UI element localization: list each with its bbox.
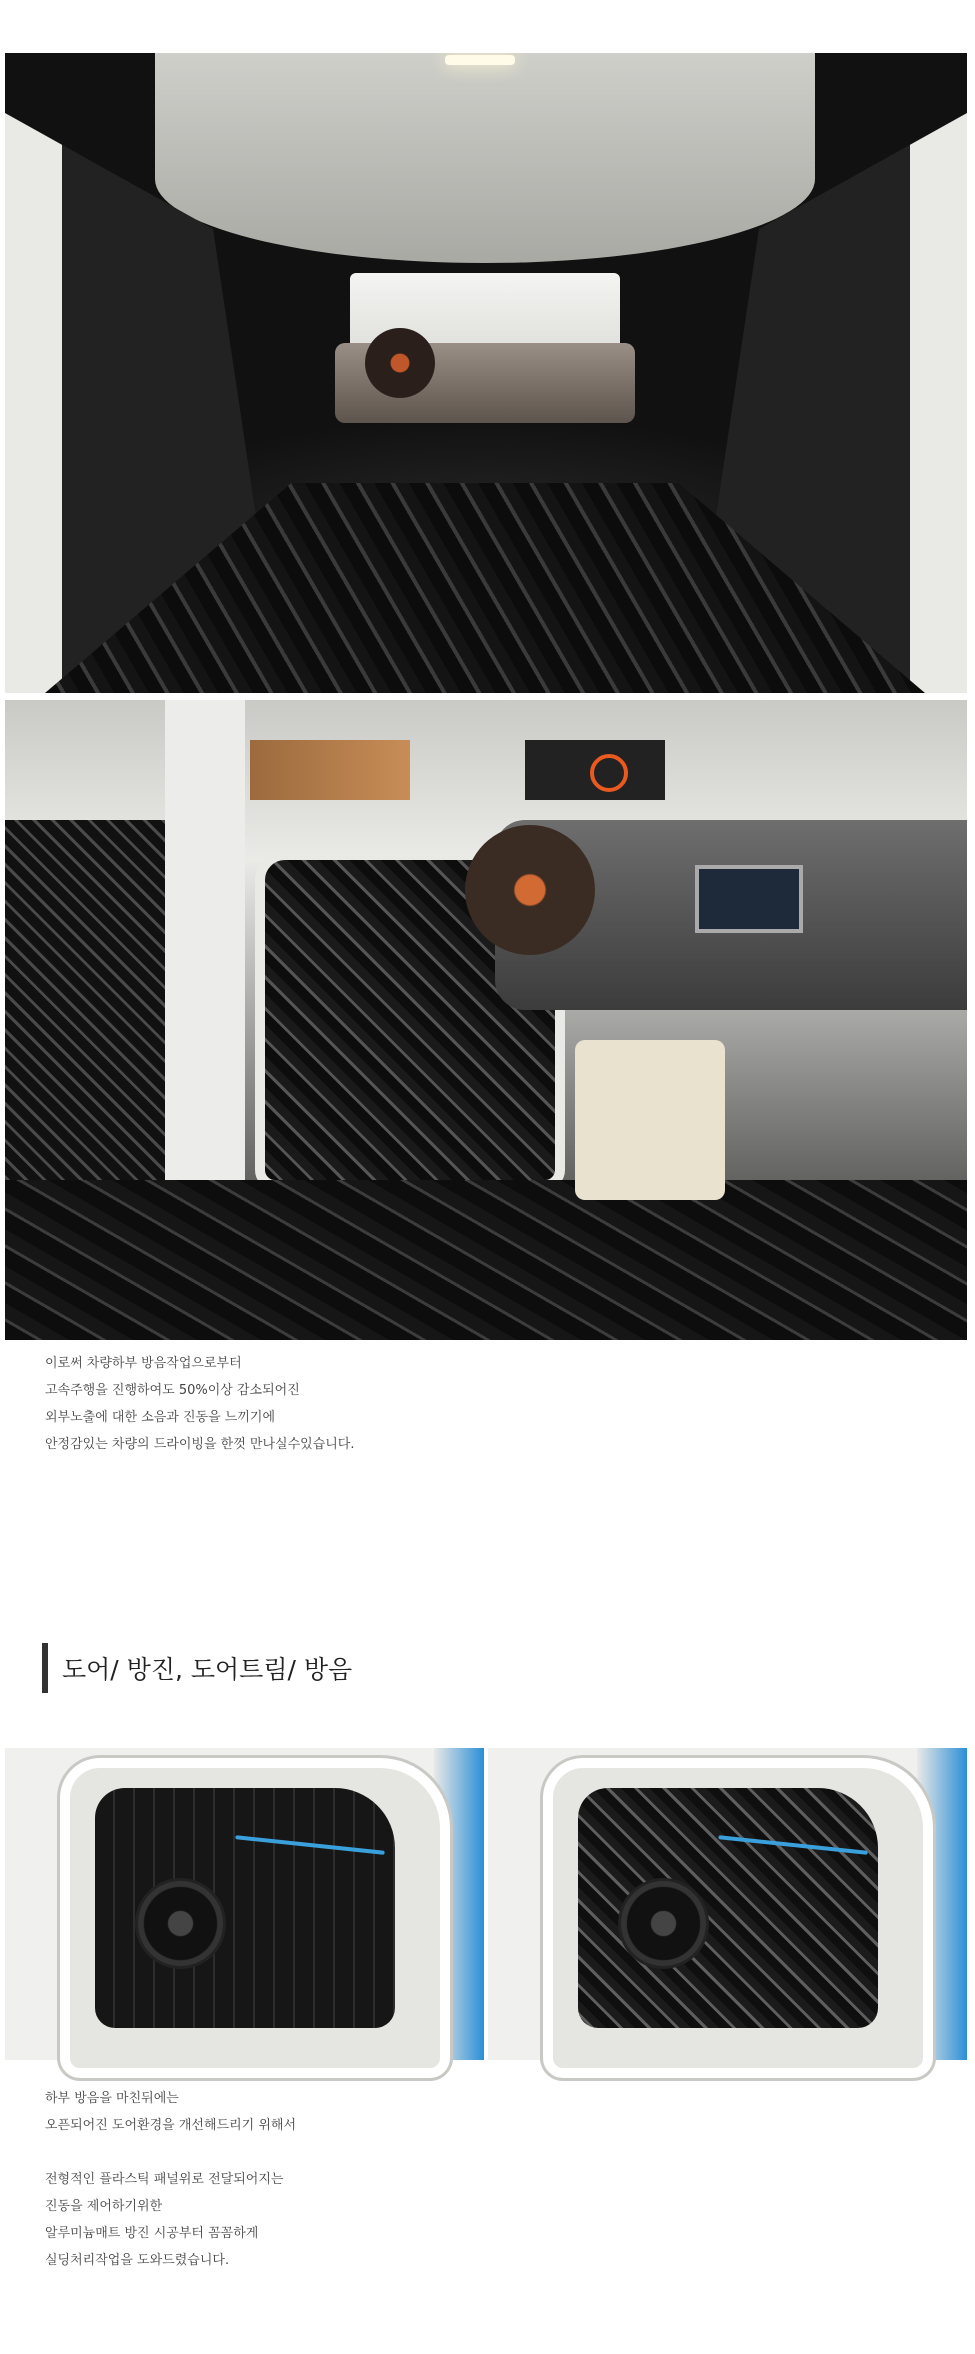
text-line: 실딩처리작업을 도와드렸습니다. — [45, 2253, 230, 2268]
removed-console-part — [575, 1040, 725, 1200]
damping-mat-door-panel — [578, 1788, 878, 2028]
door-before-photo — [5, 1748, 484, 2060]
door-after-photo — [488, 1748, 967, 2060]
door-frame — [543, 1758, 933, 2078]
soundproofed-side-panel — [5, 820, 165, 1230]
soundproofed-floor — [5, 1180, 967, 1340]
store-sign-logo — [525, 740, 665, 800]
text-line: 하부 방음을 마친뒤에는 — [45, 2091, 179, 2106]
navigation-screen — [695, 865, 803, 933]
description-text-2 — [45, 2085, 296, 2274]
bare-door-panel — [95, 1788, 395, 2028]
steering-wheel-cover — [465, 825, 595, 955]
text-line: 알루미늄매트 방진 시공부터 꼼꼼하게 — [45, 2226, 259, 2241]
text-line: 안정감있는 차량의 드라이빙을 한껏 만나실수있습니다. — [45, 1437, 355, 1452]
text-line: 진동을 제어하기위한 — [45, 2199, 163, 2214]
door-speaker — [135, 1878, 226, 1969]
text-line: 이로써 차량하부 방음작업으로부터 — [45, 1356, 242, 1371]
van-interior-rear-photo — [5, 53, 967, 693]
door-speaker — [618, 1878, 709, 1969]
blank-line — [45, 2139, 296, 2166]
showroom-wood-wall — [250, 740, 410, 800]
ceiling-panel — [155, 53, 815, 263]
door-wire — [718, 1835, 868, 1855]
door-frame — [60, 1758, 450, 2078]
text-line: 오픈되어진 도어환경을 개선해드리기 위해서 — [45, 2118, 296, 2133]
door-wire — [235, 1835, 385, 1855]
text-line: 전형적인 플라스틱 패널위로 전달되어지는 — [45, 2172, 284, 2187]
van-front-side-photo — [5, 700, 967, 1340]
section-heading: 도어/ 방진, 도어트림/ 방음 — [42, 1643, 352, 1693]
ceiling-light — [445, 55, 515, 65]
steering-wheel-cover — [365, 328, 435, 398]
text-line: 외부노출에 대한 소음과 진동을 느끼기에 — [45, 1410, 276, 1425]
text-line: 고속주행을 진행하여도 50%이상 감소되어진 — [45, 1383, 300, 1398]
description-text-1 — [45, 1350, 355, 1458]
